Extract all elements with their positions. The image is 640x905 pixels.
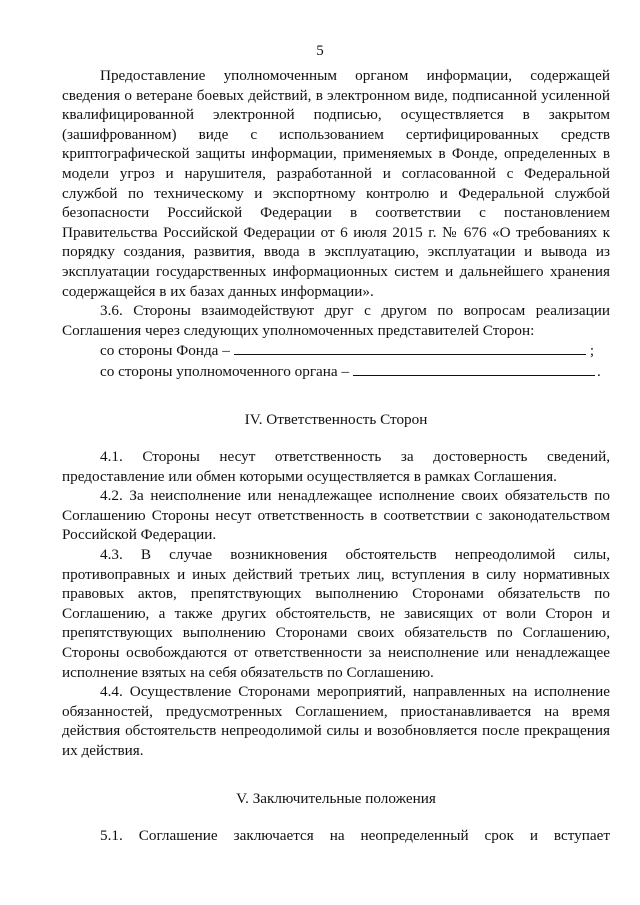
paragraph-4-3: 4.3. В случае возникновения обстоятельств непреодолимой силы, противоправных и иных действий третьих лиц, вступления в силу нормативных правовых актов, препятствующих выполнению Сторонами обязательств по Соглашению, а также других обстоятельств, не зависящих от воли Сторон и препятствующих выполнению Сторонами своих обязательств по Соглашению, Стороны освобождаются от ответственности за неисполнение или ненадлежащее исполнение взятых на себя обязательств по Соглашению. — [62, 546, 610, 681]
paragraph-4-2: 4.2. За неисполнение или ненадлежащее исполнение своих обязательств по Соглашению Стороны несут ответственность в соответствии с законодательством Российской Федерации. — [62, 487, 610, 544]
signature-line-fund — [62, 340, 610, 361]
paragraph-transfer-info: Предоставление уполномоченным органом информации, содержащей сведения о ветеране боевых действий, в электронном виде, подписанной усиленной квалифицированной электронной подписью, осуществляется в закрытом (зашифрованном) виде с использованием сертифицированных средств криптографической защиты информации, применяемых в Фонде, определенных в модели угроз и нарушителя, разработанной и согласованной с Федеральной службой по техническому и экспортному контролю и Федеральной службой безопасности Российской Федерации в соответствии с постановлением Правительства Российской Федерации от 6 июля 2015 г. № 676 «О требованиях к порядку создания, развития, ввода в эксплуатацию, эксплуатации и вывода из эксплуатации государственных информационных систем и дальнейшего хранения содержащейся в их базах данных информации». — [62, 67, 610, 300]
signature-end-fund: ; — [589, 342, 595, 360]
paragraph-3-6: 3.6. Стороны взаимодействуют друг с другом по вопросам реализации Соглашения через следующих уполномоченных представителей Сторон: — [62, 302, 610, 339]
paragraph-4-1: 4.1. Стороны несут ответственность за достоверность сведений, предоставление или обмен которыми осуществляется в рамках Соглашения. — [62, 448, 610, 485]
page-number: 5 — [316, 43, 324, 59]
signature-label-fund: со стороны Фонда – — [100, 342, 230, 360]
document-body — [62, 66, 610, 846]
paragraph-5-1: 5.1. Соглашение заключается на неопределенный срок и вступает — [100, 827, 610, 845]
signature-blank-org — [353, 361, 595, 376]
section-heading-v: V. Заключительные положения — [236, 789, 436, 807]
paragraph-4-4: 4.4. Осуществление Сторонами мероприятий, направленных на исполнение обязанностей, предусмотренных Соглашением, приостанавливается на время действия обстоятельств непреодолимой силы и возобновляется после прекращения их действия. — [62, 683, 610, 759]
signature-line-org — [62, 361, 610, 382]
signature-label-org: со стороны уполномоченного органа – — [100, 362, 350, 380]
signature-blank-fund — [234, 340, 586, 355]
signature-end-org: . — [597, 362, 601, 380]
section-heading-iv: IV. Ответственность Сторон — [244, 410, 428, 428]
